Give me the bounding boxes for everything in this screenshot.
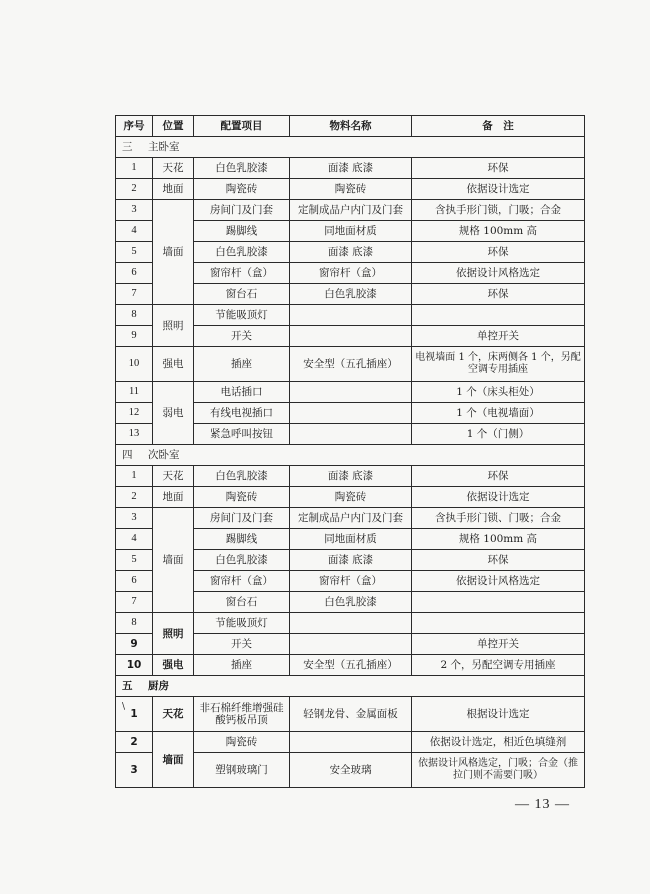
table-row (116, 200, 585, 221)
cell-location: 地面 (153, 179, 194, 200)
cell-note: 依据设计风格选定 (412, 263, 585, 284)
cell-seq: 8 (116, 613, 153, 634)
header-location: 位置 (153, 116, 194, 137)
cell-seq: 1 (116, 158, 153, 179)
cell-note: 环保 (412, 158, 585, 179)
cell-seq: 2 (116, 179, 153, 200)
cell-item: 插座 (194, 347, 290, 382)
cell-seq: 6 (116, 571, 153, 592)
cell-note: 1 个（电视墙面） (412, 403, 585, 424)
section-number: 四 (122, 449, 133, 461)
cell-item: 陶瓷砖 (194, 732, 290, 753)
cell-seq: 8 (116, 305, 153, 326)
cell-item: 踢脚线 (194, 529, 290, 550)
cell-seq: 2 (116, 732, 153, 753)
cell-item: 电话插口 (194, 382, 290, 403)
cell-item: 窗台石 (194, 592, 290, 613)
cell-material: 面漆 底漆 (290, 466, 412, 487)
cell-material (290, 305, 412, 326)
cell-material: 陶瓷砖 (290, 179, 412, 200)
cell-location: 天花 (153, 697, 194, 732)
cell-note: 环保 (412, 466, 585, 487)
cell-item: 白色乳胶漆 (194, 158, 290, 179)
cell-material (290, 403, 412, 424)
cell-seq: 7 (116, 592, 153, 613)
cell-seq: 9 (116, 326, 153, 347)
cell-item: 陶瓷砖 (194, 487, 290, 508)
header-remarks: 备 注 (412, 116, 585, 137)
table-row (116, 732, 585, 753)
table-row (116, 158, 585, 179)
table-row (116, 613, 585, 634)
cell-material: 面漆 底漆 (290, 158, 412, 179)
cell-seq: 13 (116, 424, 153, 445)
cell-item: 窗帘杆（盒） (194, 263, 290, 284)
section-number: 五 (122, 680, 133, 692)
cell-seq: 7 (116, 284, 153, 305)
cell-seq: 9 (116, 634, 153, 655)
cell-material: 同地面材质 (290, 221, 412, 242)
cell-note: 环保 (412, 284, 585, 305)
section-number: 三 (122, 141, 133, 153)
cell-note: 依据设计风格选定 (412, 571, 585, 592)
cell-note: 依据设计选定，相近色填缝剂 (412, 732, 585, 753)
cell-note: 1 个（床头柜处） (412, 382, 585, 403)
cell-seq: 1 (116, 466, 153, 487)
cell-item: 非石棉纤维增强硅酸钙板吊顶 (194, 697, 290, 732)
page-number: — 13 — (515, 797, 570, 812)
cell-item: 开关 (194, 326, 290, 347)
header-config-item: 配置项目 (194, 116, 290, 137)
table-row (116, 697, 585, 732)
cell-note: 电视墙面 1 个，床两侧各 1 个，另配空调专用插座 (412, 347, 585, 382)
table-row (116, 487, 585, 508)
cell-seq: 5 (116, 242, 153, 263)
cell-material: 安全型（五孔插座） (290, 347, 412, 382)
cell-location: 天花 (153, 466, 194, 487)
cell-item: 房间门及门套 (194, 200, 290, 221)
cell-seq: 6 (116, 263, 153, 284)
cell-material: 安全型（五孔插座） (290, 655, 412, 676)
cell-note (412, 613, 585, 634)
cell-note (412, 305, 585, 326)
cell-seq: 2 (116, 487, 153, 508)
cell-location: 强电 (153, 347, 194, 382)
cell-material: 面漆 底漆 (290, 550, 412, 571)
cell-material (290, 634, 412, 655)
cell-note: 环保 (412, 242, 585, 263)
header-seq: 序号 (116, 116, 153, 137)
cell-location: 墙面 (153, 508, 194, 613)
cell-note: 环保 (412, 550, 585, 571)
table-row (116, 179, 585, 200)
cell-seq: 10 (116, 347, 153, 382)
cell-material (290, 732, 412, 753)
header-material: 物料名称 (290, 116, 412, 137)
section-row-kitchen (116, 676, 585, 697)
cell-note: 根据设计选定 (412, 697, 585, 732)
cell-seq: 5 (116, 550, 153, 571)
cell-item: 踢脚线 (194, 221, 290, 242)
cell-item: 窗帘杆（盒） (194, 571, 290, 592)
table-row (116, 305, 585, 326)
cell-seq: 4 (116, 529, 153, 550)
cell-material: 安全玻璃 (290, 753, 412, 788)
cell-material: 窗帘杆（盒） (290, 571, 412, 592)
cell-material: 陶瓷砖 (290, 487, 412, 508)
cell-location: 照明 (153, 305, 194, 347)
cell-note: 规格 100mm 高 (412, 221, 585, 242)
cell-location: 照明 (153, 613, 194, 655)
table-row (116, 466, 585, 487)
cell-item: 房间门及门套 (194, 508, 290, 529)
cell-note: 规格 100mm 高 (412, 529, 585, 550)
cell-note: 含执手形门锁，门吸；合金 (412, 200, 585, 221)
cell-note: 含执手形门锁、门吸；合金 (412, 508, 585, 529)
section-title: 次卧室 (148, 449, 180, 461)
cell-material: 窗帘杆（盒） (290, 263, 412, 284)
cell-note: 依据设计选定 (412, 179, 585, 200)
cell-material (290, 424, 412, 445)
cell-material: 轻钢龙骨、金属面板 (290, 697, 412, 732)
cell-location: 地面 (153, 487, 194, 508)
cell-material: 面漆 底漆 (290, 242, 412, 263)
cell-seq: 3 (116, 200, 153, 221)
cell-material (290, 613, 412, 634)
cell-note: 单控开关 (412, 634, 585, 655)
cell-item: 紧急呼叫按钮 (194, 424, 290, 445)
cell-seq: 10 (116, 655, 153, 676)
cell-location: 强电 (153, 655, 194, 676)
section-row-second-bedroom (116, 445, 585, 466)
cell-material: 白色乳胶漆 (290, 592, 412, 613)
cell-location: 天花 (153, 158, 194, 179)
cell-note: 依据设计风格选定，门吸；合金（推拉门则不需要门吸） (412, 753, 585, 788)
cell-item: 白色乳胶漆 (194, 242, 290, 263)
cell-item: 白色乳胶漆 (194, 466, 290, 487)
cell-seq: 12 (116, 403, 153, 424)
cell-item: 节能吸顶灯 (194, 613, 290, 634)
table-row (116, 382, 585, 403)
cell-item: 塑钢玻璃门 (194, 753, 290, 788)
cell-material: 定制成品户内门及门套 (290, 508, 412, 529)
table-header-row (116, 116, 585, 137)
cell-item: 窗台石 (194, 284, 290, 305)
configuration-table (115, 115, 585, 788)
cell-location: 墙面 (153, 732, 194, 788)
cell-item: 插座 (194, 655, 290, 676)
cell-note: 依据设计选定 (412, 487, 585, 508)
section-row-master-bedroom (116, 137, 585, 158)
cell-seq: 4 (116, 221, 153, 242)
cell-material: 同地面材质 (290, 529, 412, 550)
cell-item: 白色乳胶漆 (194, 550, 290, 571)
cell-material (290, 326, 412, 347)
section-title: 主卧室 (148, 141, 180, 153)
cell-item: 有线电视插口 (194, 403, 290, 424)
stray-mark: \ (122, 702, 126, 712)
cell-seq: 3 (116, 508, 153, 529)
cell-item: 节能吸顶灯 (194, 305, 290, 326)
cell-note (412, 592, 585, 613)
cell-material: 定制成品户内门及门套 (290, 200, 412, 221)
cell-seq: 11 (116, 382, 153, 403)
cell-material: 白色乳胶漆 (290, 284, 412, 305)
cell-seq: 1 (116, 697, 153, 732)
cell-location: 墙面 (153, 200, 194, 305)
table-row (116, 508, 585, 529)
table-row (116, 655, 585, 676)
table-row (116, 347, 585, 382)
cell-seq: 3 (116, 753, 153, 788)
cell-location: 弱电 (153, 382, 194, 445)
cell-item: 开关 (194, 634, 290, 655)
cell-item: 陶瓷砖 (194, 179, 290, 200)
section-title: 厨房 (148, 680, 169, 692)
cell-note: 1 个（门侧） (412, 424, 585, 445)
cell-note: 2 个，另配空调专用插座 (412, 655, 585, 676)
cell-note: 单控开关 (412, 326, 585, 347)
cell-material (290, 382, 412, 403)
